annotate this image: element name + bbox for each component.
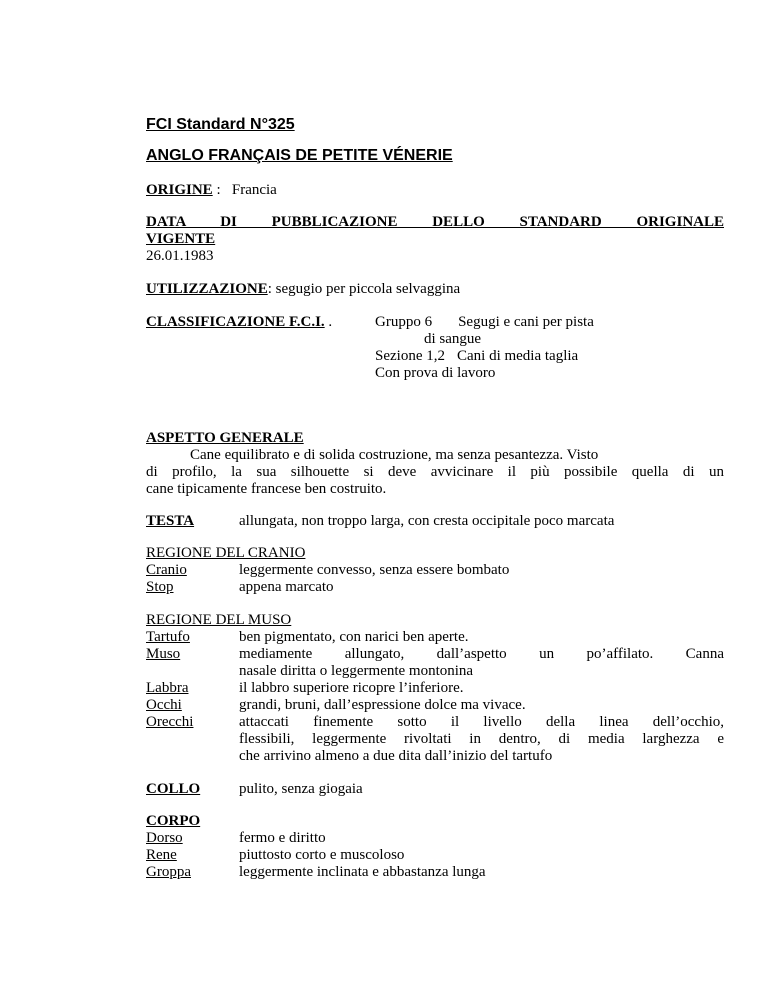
origin-row: [146, 182, 277, 199]
utilization-label: UTILIZZAZIONE: [146, 281, 268, 297]
classification-section-label: Sezione 1,2: [375, 348, 445, 364]
stop-value: appena marcato: [239, 579, 334, 595]
head-label: TESTA: [146, 513, 195, 529]
classification-group-label: Gruppo 6: [375, 314, 433, 330]
classification-suffix: .: [328, 314, 333, 330]
occhi-label: Occhi: [146, 697, 182, 713]
publication-date: 26.01.1983: [146, 248, 214, 264]
classification-section: [375, 348, 578, 365]
neck-label: COLLO: [146, 781, 201, 797]
cranial-region-title: REGIONE DEL CRANIO: [146, 545, 306, 561]
general-appearance-line-1: Cane equilibrato e di solida costruzione, ma senza pesantezza. Visto: [190, 447, 599, 463]
general-appearance-title: ASPETTO GENERALE: [146, 430, 304, 446]
cranio-label: Cranio: [146, 562, 187, 578]
dorso-value: fermo e diritto: [239, 830, 326, 846]
classification-label-row: [146, 314, 332, 331]
utilization-row: [146, 281, 460, 298]
dorso-label: Dorso: [146, 830, 183, 846]
tartufo-value: ben pigmentato, con narici ben aperte.: [239, 629, 469, 645]
orecchi-value-line-2: flessibili, leggermente rivoltati in dentro, di media larghezza e: [239, 731, 724, 747]
orecchi-value-line-3: che arrivino almeno a due dita dall’inizio del tartufo: [239, 748, 553, 764]
general-appearance-line-2: di profilo, la sua silhouette si deve avvicinare il più possibile quella di un: [146, 464, 724, 480]
labbra-label: Labbra: [146, 680, 189, 696]
breed-title: [146, 147, 453, 164]
classification-group: [375, 314, 594, 331]
rene-label: Rene: [146, 847, 177, 863]
stop-label: Stop: [146, 579, 174, 595]
neck-value: pulito, senza giogaia: [239, 781, 363, 797]
muso-value-line-2: nasale diritta o leggermente montonina: [239, 663, 474, 679]
groppa-value: leggermente inclinata e abbastanza lunga: [239, 864, 486, 880]
standard-title-text: FCI Standard N°325: [146, 116, 295, 133]
classification-group-text-a: Segugi e cani per pista: [458, 314, 594, 330]
labbra-value: il labbro superiore ricopre l’inferiore.: [239, 680, 464, 696]
classification-label: CLASSIFICAZIONE F.C.I.: [146, 314, 325, 330]
occhi-value: grandi, bruni, dall’espressione dolce ma vivace.: [239, 697, 526, 713]
orecchi-label: Orecchi: [146, 714, 194, 730]
classification-group-text-b: di sangue: [424, 331, 482, 347]
general-appearance-line-3: cane tipicamente francese ben costruito.: [146, 481, 387, 497]
cranio-value: leggermente convesso, senza essere bombato: [239, 562, 510, 578]
publication-label-line2: VIGENTE: [146, 231, 216, 247]
utilization-value: : segugio per piccola selvaggina: [267, 281, 461, 297]
head-value: allungata, non troppo larga, con cresta occipitale poco marcata: [239, 513, 615, 529]
groppa-label: Groppa: [146, 864, 191, 880]
origin-value: Francia: [231, 182, 277, 198]
origin-label: ORIGINE: [146, 182, 213, 198]
facial-region-title: REGIONE DEL MUSO: [146, 612, 292, 628]
origin-sep: :: [216, 182, 221, 198]
muso-value-line-1: mediamente allungato, dall’aspetto un po’affilato. Canna: [239, 646, 724, 662]
body-title: CORPO: [146, 813, 201, 829]
tartufo-label: Tartufo: [146, 629, 190, 645]
classification-section-text: Cani di media taglia: [456, 348, 579, 364]
standard-title: [146, 116, 295, 133]
classification-trial: Con prova di lavoro: [375, 365, 496, 381]
orecchi-value-line-1: attaccati finemente sotto il livello della linea dell’occhio,: [239, 714, 724, 730]
muso-label: Muso: [146, 646, 181, 662]
breed-title-text: ANGLO FRANÇAIS DE PETITE VÉNERIE: [146, 147, 453, 164]
publication-label-line1: DATA DI PUBBLICAZIONE DELLO STANDARD ORIGINALE: [146, 214, 724, 230]
rene-value: piuttosto corto e muscoloso: [239, 847, 405, 863]
